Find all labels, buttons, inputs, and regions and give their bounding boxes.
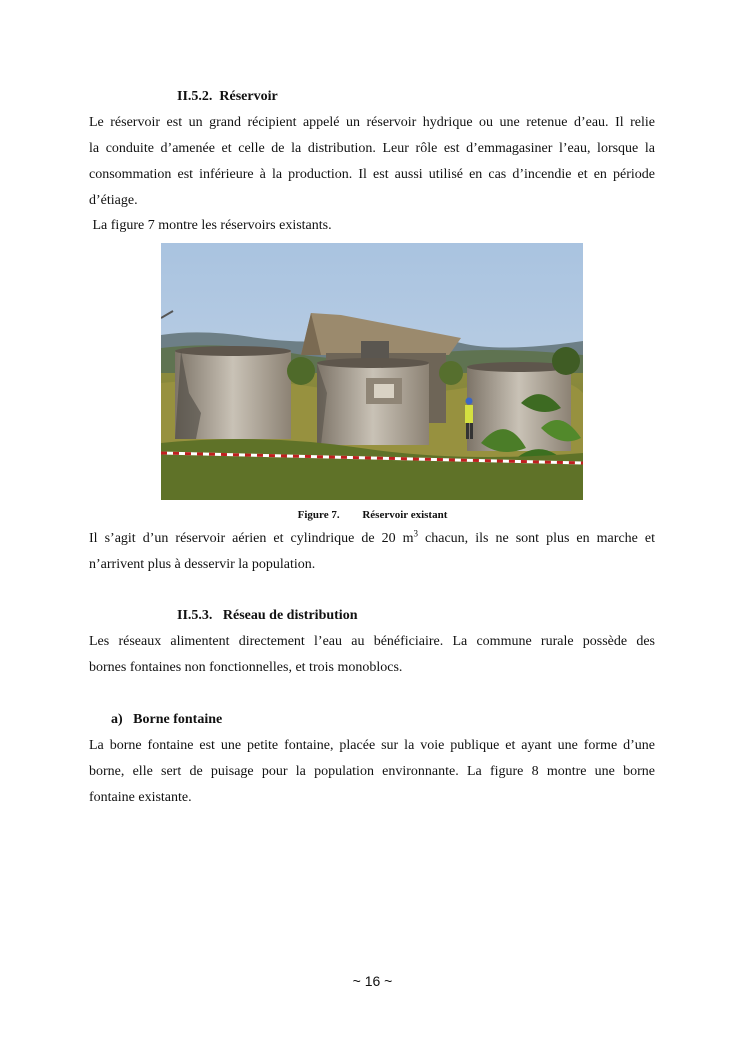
paragraph-line: Le réservoir est un grand récipient appelé un réservoir hydrique ou une retenue d’eau. Il relie — [89, 115, 655, 130]
section-number: II.5.3. — [177, 608, 213, 623]
paragraph-line — [89, 530, 655, 548]
paragraph-line: La figure 7 montre les réservoirs existants. — [89, 218, 332, 233]
paragraph-line: consommation est inférieure à la production. Il est aussi utilisé en cas d’incendie et en période — [89, 167, 655, 182]
paragraph-line: n’arrivent plus à desservir la population. — [89, 557, 316, 572]
paragraph-line: Les réseaux alimentent directement l’eau au bénéficiaire. La commune rurale possède des — [89, 634, 655, 649]
section-title: Réseau de distribution — [222, 608, 358, 623]
figure-caption — [0, 508, 745, 522]
page-number: ~ 16 ~ — [352, 973, 393, 989]
subsection-heading-borne-fontaine — [111, 711, 222, 729]
paragraph-line: borne, elle sert de puisage pour la population environnante. La figure 8 montre une borne — [89, 764, 655, 779]
paragraph-line: fontaine existante. — [89, 790, 192, 805]
text-run: Il s’agit d’un réservoir aérien et cylindrique de 20 m — [89, 531, 414, 546]
paragraph-line: d’étiage. — [89, 193, 138, 208]
section-number: II.5.2. — [177, 89, 213, 104]
section-title: Réservoir — [219, 89, 278, 104]
subsection-label: a) — [111, 712, 123, 727]
section-heading-distribution — [177, 607, 357, 625]
paragraph-line: la conduite d’amenée et celle de la distribution. Leur rôle est d’emmagasiner l’eau, lorsque la — [89, 141, 655, 156]
superscript: 3 — [413, 528, 418, 539]
text-run: chacun, ils ne sont plus en marche et — [418, 531, 655, 546]
paragraph-line: bornes fontaines non fonctionnelles, et trois monoblocs. — [89, 660, 403, 675]
figure-number: Figure 7. — [297, 509, 340, 521]
paragraph-line: La borne fontaine est une petite fontaine, placée sur la voie publique et ayant une forme d’une — [89, 738, 655, 753]
figure-caption-text: Réservoir existant — [362, 509, 448, 521]
section-heading-reservoir — [177, 88, 278, 106]
subsection-title: Borne fontaine — [133, 712, 223, 727]
reservoir-photo — [161, 243, 583, 500]
